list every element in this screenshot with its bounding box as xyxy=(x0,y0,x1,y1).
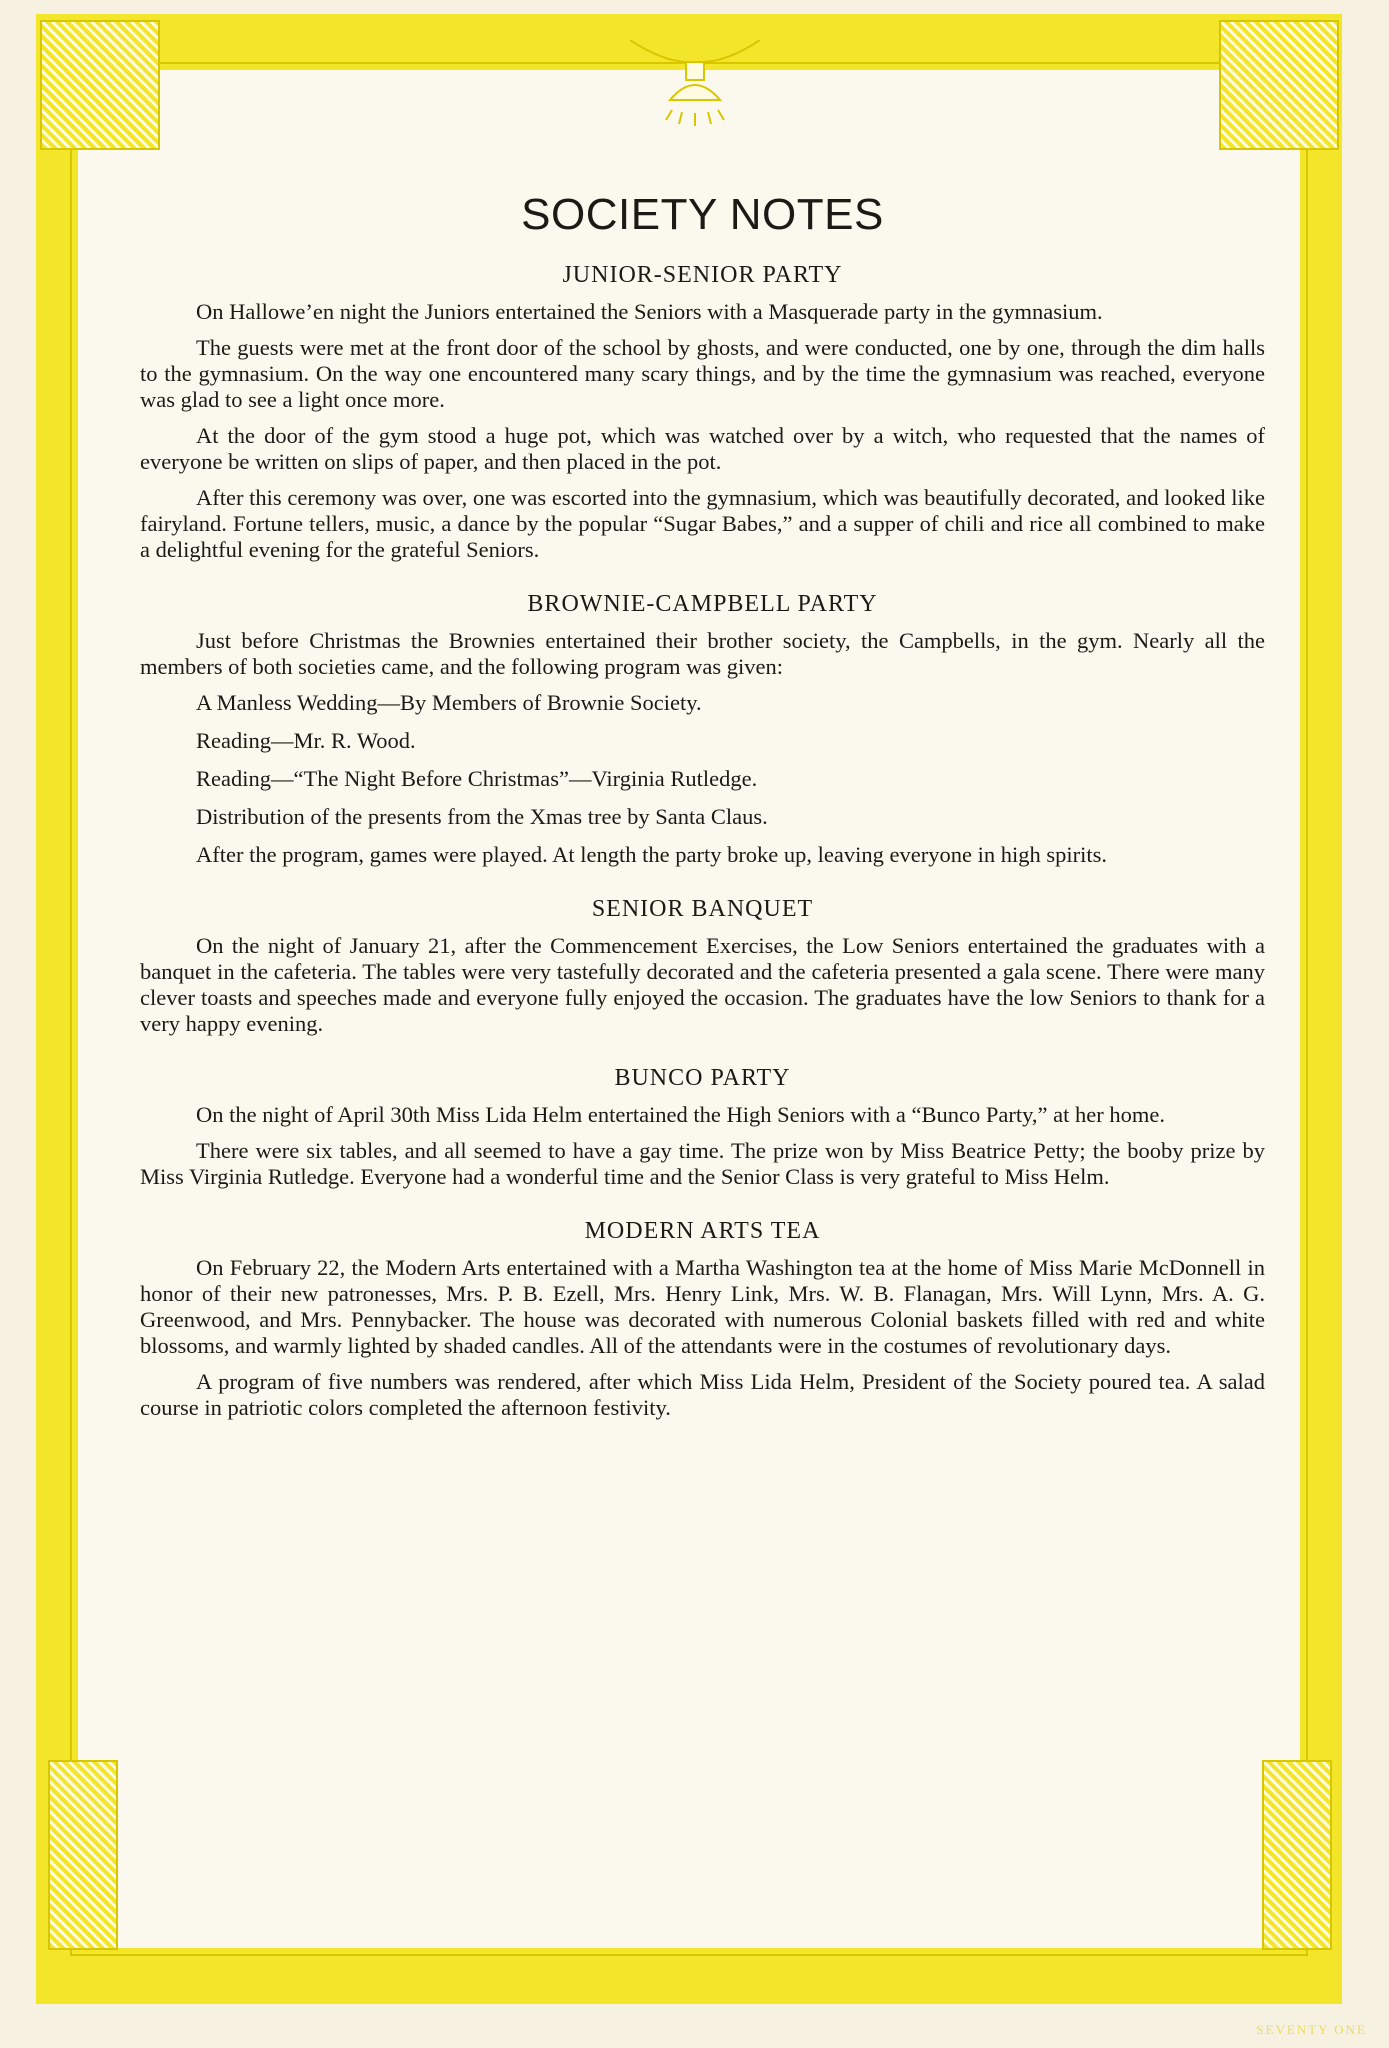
section-brownie-campbell-party xyxy=(140,591,1265,868)
article-body xyxy=(140,180,1265,1449)
section-junior-senior-party xyxy=(140,262,1265,563)
paragraph: At the door of the gym stood a huge pot, which was watched over by a witch, who requested that the names of everyone be written on slips of paper, and then placed in the pot. xyxy=(140,423,1265,474)
section-heading: JUNIOR-SENIOR PARTY xyxy=(562,262,843,288)
page-number: SEVENTY ONE xyxy=(1256,2022,1367,2037)
section-heading: MODERN ARTS TEA xyxy=(584,1218,821,1244)
corner-ornament-bottom-left xyxy=(48,1760,118,1950)
program-item: Distribution of the presents from the Xmas tree by Santa Claus. xyxy=(196,804,768,829)
paragraph: There were six tables, and all seemed to have a gay time. The prize won by Miss Beatrice Petty; the booby prize by Miss Virginia Rutledge. Everyone had a wonderful time and the Senior Class is very grateful to Miss Helm. xyxy=(140,1138,1265,1189)
program-item: Reading—“The Night Before Christmas”—Virginia Rutledge. xyxy=(196,766,758,791)
paragraph: After the program, games were played. At length the party broke up, leaving everyone in high spirits. xyxy=(196,842,1107,867)
program-item: Reading—Mr. R. Wood. xyxy=(196,728,416,753)
paragraph: The guests were met at the front door of the school by ghosts, and were conducted, one by one, through the dim halls to the gymnasium. On the way one encountered many scary things, and by the time the gymnasium was reached, everyone was glad to see a light once more. xyxy=(140,335,1265,412)
paragraph: On the night of January 21, after the Commencement Exercises, the Low Seniors entertained the graduates with a banquet in the cafeteria. The tables were very tastefully decorated and the cafeteria presented a gala scene. There were many clever toasts and speeches made and everyone fully enjoyed the occasion. The graduates have the low Seniors to thank for a very happy evening. xyxy=(140,933,1265,1036)
paragraph: After this ceremony was over, one was escorted into the gymnasium, which was beautifully decorated, and looked like fairyland. Fortune tellers, music, a dance by the popular “Sugar Babes,” and a supper of chili and rice all combined to make a delightful evening for the grateful Seniors. xyxy=(140,485,1265,562)
page-title: SOCIETY NOTES xyxy=(521,190,884,239)
paragraph: On February 22, the Modern Arts entertained with a Martha Washington tea at the home of Miss Marie McDonnell in honor of their new patronesses, Mrs. P. B. Ezell, Mrs. Henry Link, Mrs. W. B. Flanagan, Mrs. Will Lynn, Mrs. A. G. Greenwood, and Mrs. Pennybacker. The house was decorated with numerous Colonial baskets filled with red and white blossoms, and warmly lighted by shaded candles. All of the attendants were in the costumes of revolutionary days. xyxy=(140,1255,1265,1358)
section-senior-banquet xyxy=(140,896,1265,1037)
paragraph: Just before Christmas the Brownies entertained their brother society, the Campbells, in the gym. Nearly all the members of both societies came, and the following program was given: xyxy=(140,628,1265,679)
program-item: A Manless Wedding—By Members of Brownie Society. xyxy=(196,690,702,715)
corner-ornament-top-left xyxy=(40,20,160,150)
corner-ornament-top-right xyxy=(1219,20,1339,150)
section-modern-arts-tea xyxy=(140,1218,1265,1421)
section-heading: SENIOR BANQUET xyxy=(591,896,814,922)
section-heading: BUNCO PARTY xyxy=(614,1065,791,1091)
hanging-lamp-icon xyxy=(630,40,760,140)
paragraph: On the night of April 30th Miss Lida Helm entertained the High Seniors with a “Bunco Party,” at her home. xyxy=(196,1102,1165,1127)
section-bunco-party xyxy=(140,1065,1265,1190)
section-heading: BROWNIE-CAMPBELL PARTY xyxy=(527,591,878,617)
paragraph: A program of five numbers was rendered, after which Miss Lida Helm, President of the Society poured tea. A salad course in patriotic colors completed the afternoon festivity. xyxy=(140,1369,1265,1420)
corner-ornament-bottom-right xyxy=(1262,1760,1332,1950)
paragraph: On Hallowe’en night the Juniors entertained the Seniors with a Masquerade party in the gymnasium. xyxy=(196,299,1103,324)
